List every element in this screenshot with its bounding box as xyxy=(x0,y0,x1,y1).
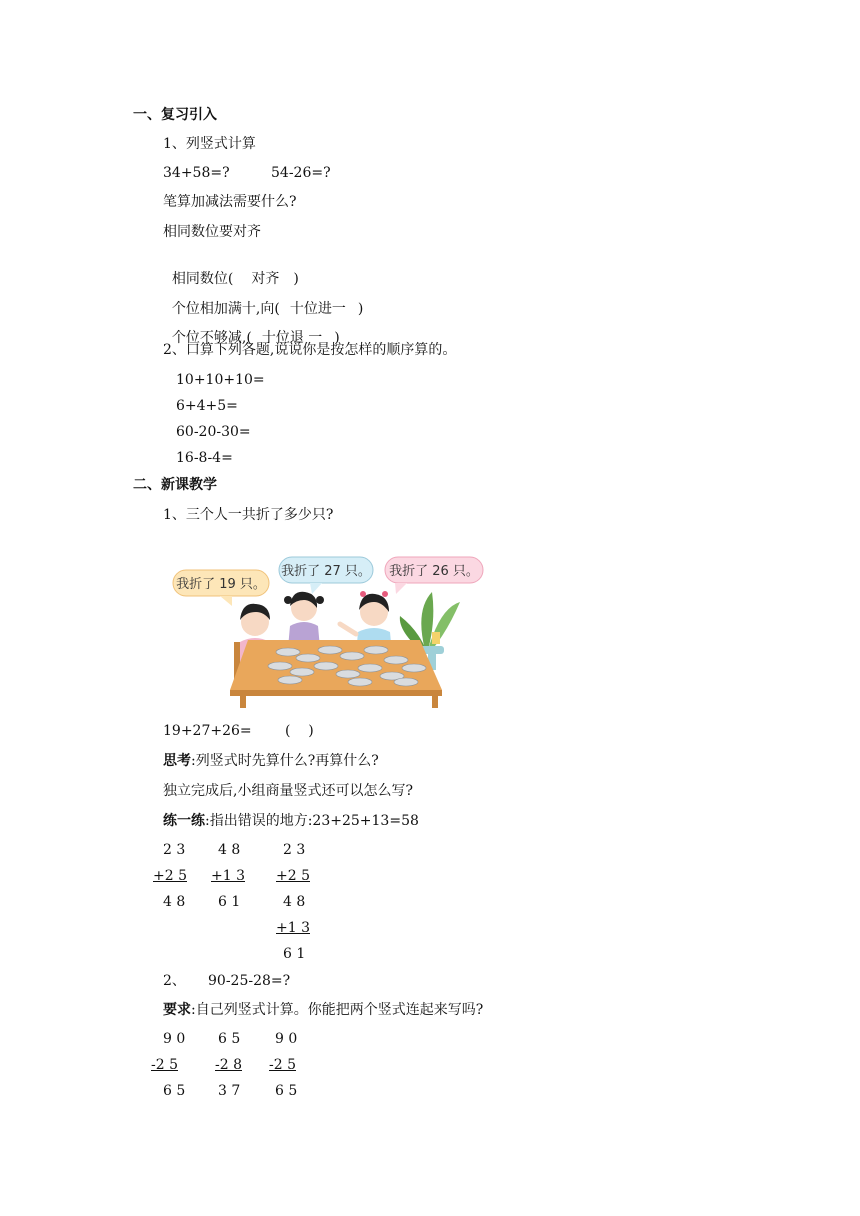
vertical-a-row: +2 5 xyxy=(153,868,187,884)
bubble-text: 我折了 27 只。 xyxy=(281,564,371,579)
oral-item: 16-8-4= xyxy=(176,450,233,466)
oral-item: 60-20-30= xyxy=(176,424,251,440)
section2-heading: 二、新课教学 xyxy=(133,477,217,493)
fill-text: 个位不够减,( xyxy=(171,330,252,346)
vertical-c-row: 2 3 xyxy=(283,842,306,858)
vertical-c-row: 4 8 xyxy=(283,894,306,910)
vertical-a-row: 2 3 xyxy=(163,842,186,858)
speech-bubble-middle xyxy=(279,557,373,594)
fill-paren: ) xyxy=(334,330,340,346)
practice-label: 练一练 xyxy=(163,813,205,829)
vertical-b-row: 6 1 xyxy=(218,894,241,910)
fill-text: 个位相加满十,向( xyxy=(171,301,280,317)
item1-title: 1、列竖式计算 xyxy=(163,136,256,152)
item2-number: 2、 xyxy=(163,973,186,989)
bubble-text: 我折了 26 只。 xyxy=(389,564,479,579)
sub-b-row: -2 8 xyxy=(215,1057,242,1073)
fill-paren: ) xyxy=(357,301,364,317)
fill-answer: 对齐 xyxy=(251,271,280,287)
think-line xyxy=(163,752,379,770)
sub-c-row: 6 5 xyxy=(275,1083,298,1099)
item1-title-2: 1、三个人一共折了多少只? xyxy=(163,507,334,523)
speech-bubble-left xyxy=(173,570,269,606)
vertical-c-row: +1 3 xyxy=(276,920,310,936)
independent-line: 独立完成后,小组商量竖式还可以怎么写? xyxy=(163,783,413,799)
girl-middle xyxy=(284,592,324,648)
oral-item: 10+10+10= xyxy=(176,372,265,388)
item2-title: 2、口算下列各题,说说你是按怎样的顺序算的。 xyxy=(163,342,457,358)
item2-expression: 90-25-28=? xyxy=(208,973,291,989)
vertical-a-row: 4 8 xyxy=(163,894,186,910)
sum-blank: ( ) xyxy=(285,723,314,739)
sub-b-row: 6 5 xyxy=(218,1031,241,1047)
sub-a-row: -2 5 xyxy=(151,1057,178,1073)
vertical-b-row: 4 8 xyxy=(218,842,241,858)
fill-answer: 十位进一 xyxy=(289,301,346,317)
fill-paren: ) xyxy=(293,271,299,287)
answer-align: 相同数位要对齐 xyxy=(163,224,261,240)
fill-text: 相同数位( xyxy=(171,271,234,287)
bubble-text: 我折了 19 只。 xyxy=(176,577,266,592)
vertical-c-row: 6 1 xyxy=(283,946,306,962)
question-54-26: 54-26=? xyxy=(271,165,331,181)
sub-a-row: 6 5 xyxy=(163,1083,186,1099)
think-text: :列竖式时先算什么?再算什么? xyxy=(191,753,379,769)
vertical-c-row: +2 5 xyxy=(276,868,310,884)
fill-answer: 十位退 一 xyxy=(261,330,323,346)
vertical-b-row: +1 3 xyxy=(211,868,245,884)
section1-heading: 一、复习引入 xyxy=(133,107,217,123)
children-illustration xyxy=(170,550,500,708)
sub-b-row: 3 7 xyxy=(218,1083,241,1099)
requirement-line xyxy=(163,1001,483,1019)
practice-line xyxy=(163,812,419,830)
think-label: 思考 xyxy=(163,753,191,769)
sub-c-row: 9 0 xyxy=(275,1031,298,1047)
question-34-58: 34+58=? xyxy=(163,165,230,181)
sum-equation: 19+27+26= xyxy=(163,723,252,739)
sub-a-row: 9 0 xyxy=(163,1031,186,1047)
practice-text: :指出错误的地方:23+25+13=58 xyxy=(205,813,419,829)
oral-item: 6+4+5= xyxy=(176,398,238,414)
speech-bubble-right xyxy=(385,557,483,594)
requirement-label: 要求 xyxy=(163,1002,191,1018)
sub-c-row: -2 5 xyxy=(269,1057,296,1073)
question-need: 笔算加减法需要什么? xyxy=(163,194,297,210)
requirement-text: :自己列竖式计算。你能把两个竖式连起来写吗? xyxy=(191,1002,484,1018)
